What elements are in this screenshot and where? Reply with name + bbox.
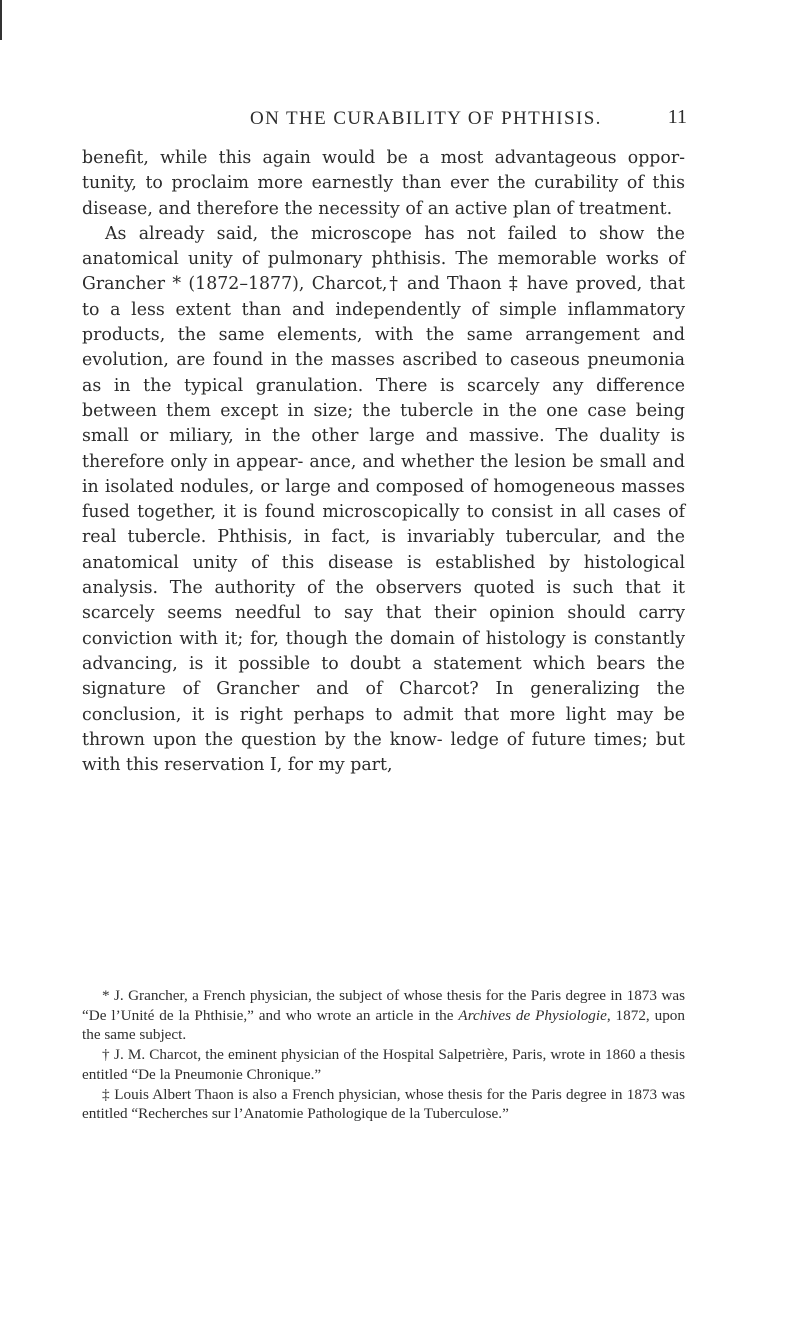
body-text [82,146,685,778]
footnotes [82,986,685,1124]
body-paragraph: benefit, while this again would be a most advantageous oppor- tunity, to proclaim more earnestly than ever the curability of this disease, and therefore the necessity of an active plan of treatment. [82,148,685,219]
footnote-thaon: ‡ Louis Albert Thaon is also a French physician, whose thesis for the Paris degree in 1873 was entitled “Recherches sur l’Anatomie Pathologique de la Tuberculose.” [82,1085,685,1123]
journal-title: Archives de Physiologie [458,1006,607,1024]
body-paragraph: As already said, the microscope has not failed to show the anatomical unity of pulmonary phthisis. The memorable works of Grancher * (1872–1877), Charcot,† and Thaon ‡ have proved, that to a less extent than and independently of simple inflammatory products, the same elements, with the same arrangement and evolution, are found in the masses ascribed to caseous pneumonia as in the typical granulation. There is scarcely any difference between them except in size; the tubercle in the one case being small or miliary, in the other large and massive. The duality is therefore only in appear- ance, and whether the lesion be small and in isolated nodules, or large and composed of homogeneous masses fused together, it is found microscopically to consist in all cases of real tubercle. Phthisis, in fact, is invariably tubercular, and the anatomical unity of this disease is established by histological analysis. The authority of the observers quoted is such that it scarcely seems needful to say that their opinion should carry conviction with it; for, though the domain of histology is constantly advancing, is it possible to doubt a statement which bears the signature of Grancher and of Charcot? In generalizing the conclusion, it is right perhaps to admit that more light may be thrown upon the question by the know- ledge of future times; but with this reservation I, for my part, [82,223,685,776]
footnote-text: * J. Grancher, a French physician, the subject of whose thesis for the Paris degree in 1873 was “De l’Unité de la Phthisie,” and who wrote an article in the [82,987,685,1024]
page-number: 11 [667,106,687,128]
page-edge-rule [0,0,2,40]
running-head: ON THE CURABILITY OF PHTHISIS. [250,108,602,129]
footnote-text: , 1872, upon the same subject. [82,1006,685,1044]
footnote-charcot: † J. M. Charcot, the eminent physician of the Hospital Salpetrière, Paris, wrote in 1860 a thesis entitled “De la Pneumonie Chronique.” [82,1046,685,1083]
footnote-grancher [82,986,685,1045]
